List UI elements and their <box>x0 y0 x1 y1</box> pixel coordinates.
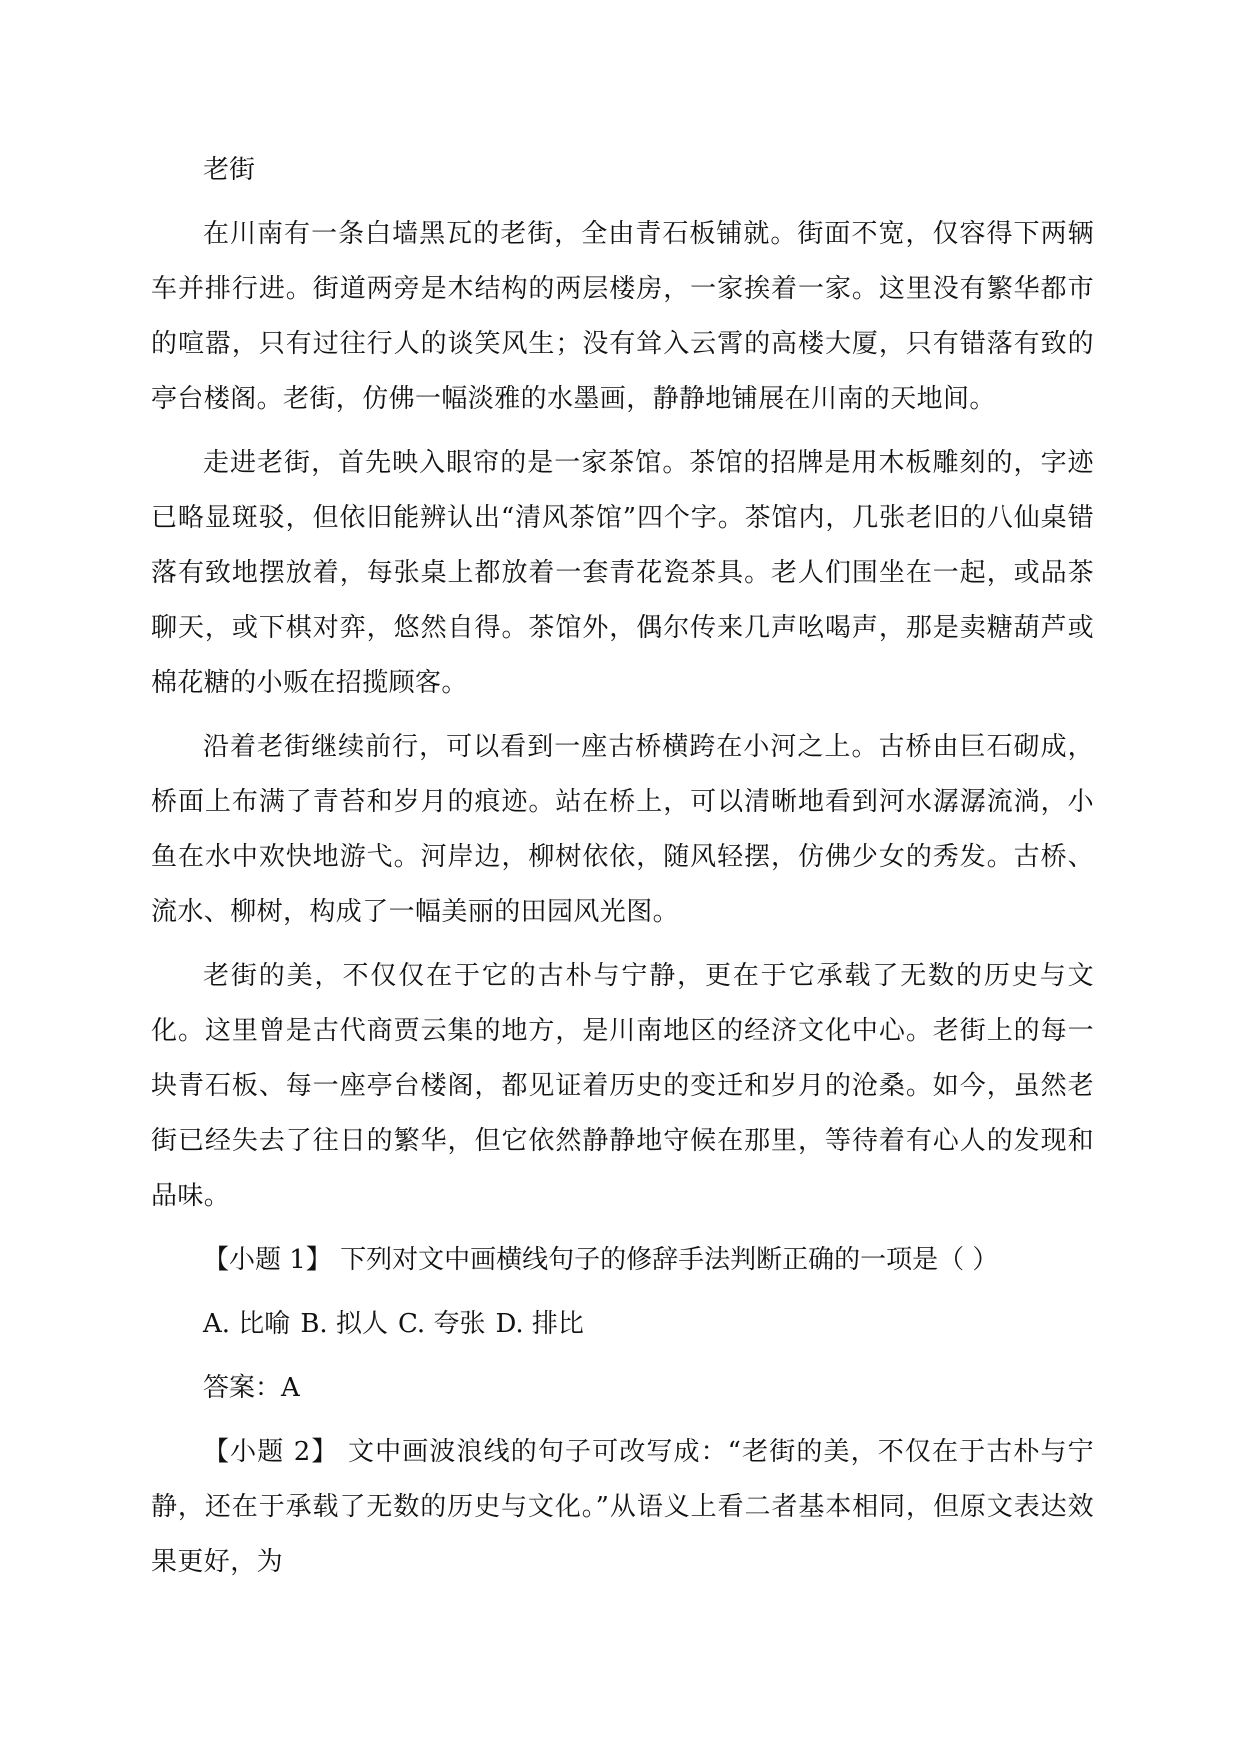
question-1-text: 下列对文中画横线句子的修辞手法判断正确的一项是（ ） <box>340 1245 999 1275</box>
option-d: D. 排比 <box>495 1309 584 1339</box>
option-c: C. 夸张 <box>397 1309 486 1339</box>
question-1-label: 【小题 1】 <box>203 1245 332 1275</box>
paragraph-1: 在川南有一条白墙黑瓦的老街，全由青石板铺就。街面不宽，仅容得下两辆车并排行进。街道两旁是木结构的两层楼房，一家挨着一家。这里没有繁华都市的喧嚣，只有过往行人的谈笑风生；没有耸入云霄的高楼大厦，只有错落有致的亭台楼阁。老街，仿佛一幅淡雅的水墨画，静静地铺展在川南的天地间。 <box>151 219 1094 414</box>
question-1 <box>151 1233 1094 1288</box>
article-title: 老街 <box>203 155 256 185</box>
question-2-text: 文中画波浪线的句子可改写成：“老街的美，不仅在于古朴与宁静，还在于承载了无数的历史与文化。”从语义上看二者基本相同，但原文表达效果更好，为 <box>151 1437 1094 1577</box>
paragraph-4: 老街的美，不仅仅在于它的古朴与宁静，更在于它承载了无数的历史与文化。这里曾是古代商贾云集的地方，是川南地区的经济文化中心。老街上的每一块青石板、每一座亭台楼阁，都见证着历史的变迁和岁月的沧桑。如今，虽然老街已经失去了往日的繁华，但它依然静静地守候在那里，等待着有心人的发现和品味。 <box>151 961 1094 1211</box>
option-b: B. 拟人 <box>300 1309 388 1339</box>
option-a: A. 比喻 <box>203 1309 291 1339</box>
document-body <box>151 143 1094 1599</box>
paragraph-2: 走进老街，首先映入眼帘的是一家茶馆。茶馆的招牌是用木板雕刻的，字迹已略显斑驳，但依旧能辨认出“清风茶馆”四个字。茶馆内，几张老旧的八仙桌错落有致地摆放着，每张桌上都放着一套青花瓷茶具。老人们围坐在一起，或品茶聊天，或下棋对弈，悠然自得。茶馆外，偶尔传来几声吆喝声，那是卖糖葫芦或棉花糖的小贩在招揽顾客。 <box>151 448 1094 698</box>
question-1-answer: 答案：A <box>203 1373 300 1403</box>
question-2 <box>151 1425 1094 1590</box>
question-1-options <box>151 1297 1094 1352</box>
paragraph-3: 沿着老街继续前行，可以看到一座古桥横跨在小河之上。古桥由巨石砌成，桥面上布满了青苔和岁月的痕迹。站在桥上，可以清晰地看到河水潺潺流淌，小鱼在水中欢快地游弋。河岸边，柳树依依，随风轻摆，仿佛少女的秀发。古桥、流水、柳树，构成了一幅美丽的田园风光图。 <box>151 732 1094 927</box>
question-2-label: 【小题 2】 <box>203 1437 339 1467</box>
